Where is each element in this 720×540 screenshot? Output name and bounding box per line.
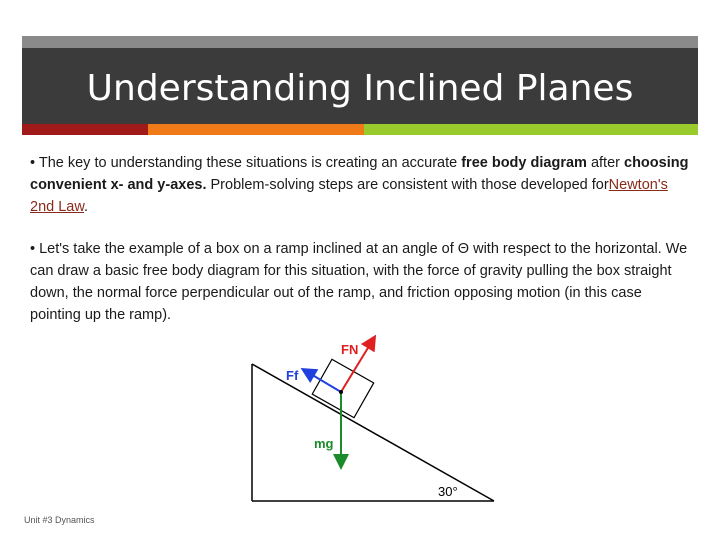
paragraph-1-text-4: . (84, 199, 89, 215)
title-bar (22, 48, 698, 124)
accent-bar-orange (148, 124, 364, 135)
top-strip (22, 36, 698, 48)
angle-label: 30° (438, 484, 458, 499)
accent-bar-red (22, 124, 148, 135)
footer-unit: Unit #3 Dynamics (24, 515, 95, 525)
accent-bar-green (364, 124, 698, 135)
paragraph-1-bold-fbd: free body diagram (461, 155, 587, 171)
slide-title: Understanding Inclined Planes (86, 68, 634, 109)
paragraph-1 (30, 152, 696, 218)
inclined-plane-diagram (244, 334, 504, 506)
paragraph-1-bold-axes: choosing convenient x- and y-axes. (30, 155, 689, 193)
fn-label: FN (341, 342, 359, 357)
paragraph-1-text-2: after (586, 155, 624, 171)
paragraph-1-text: • The key to understanding these situations is creating an accurate (30, 155, 462, 171)
newtons-2nd-law-link[interactable]: Newton's 2nd Law (30, 177, 668, 215)
mg-label: mg (314, 436, 334, 451)
paragraph-2: • Let's take the example of a box on a ramp inclined at an angle of Θ with respect to the horizontal. We can draw a basic free body diagram for this situation, with the force of gravity pulling the box straight down, the normal force perpendicular out of the ramp, and friction opposing motion (in this case pointing up the ramp). (30, 241, 688, 323)
ff-label: Ff (286, 368, 299, 383)
center-point (339, 390, 343, 394)
paragraph-1-text-3: Problem-solving steps are consistent with those developed for (206, 177, 609, 193)
